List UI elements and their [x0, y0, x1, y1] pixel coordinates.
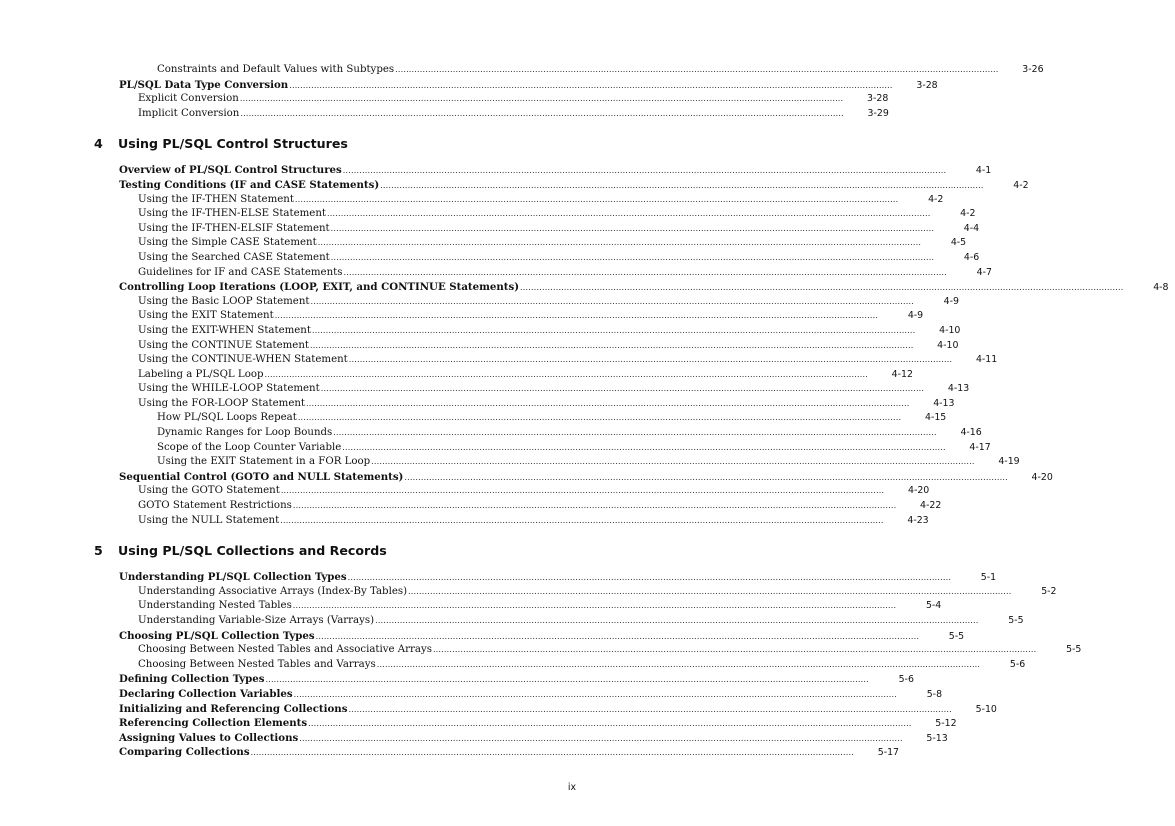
toc-entry-page: 5-13: [926, 732, 948, 744]
toc-entry-title: Overview of PL/SQL Control Structures: [119, 164, 342, 177]
dot-leader: ............................................................................................................................................................................................................................: [330, 223, 935, 233]
dot-leader: ............................................................................................................................................................................................................................: [317, 238, 922, 248]
toc-entry-page: 5-5: [1008, 615, 1024, 626]
toc-entry-title: Using the IF-THEN Statement: [138, 193, 294, 205]
dot-leader: ............................................................................................................................................................................................................................: [265, 675, 869, 685]
dot-leader: ............................................................................................................................................................................................................................: [297, 413, 902, 423]
toc-entry[interactable]: [0, 687, 943, 702]
toc-entry-title: Choosing Between Nested Tables and Associative Arrays: [138, 644, 432, 656]
toc-entry-title: Explicit Conversion: [138, 93, 239, 105]
toc-entry-page: 5-10: [975, 703, 997, 715]
toc-entry[interactable]: [0, 222, 980, 237]
toc-entry-title: Using the FOR-LOOP Statement: [138, 397, 306, 409]
page-number: ix: [567, 782, 576, 793]
dot-leader: ............................................................................................................................................................................................................................: [380, 180, 984, 190]
toc-entry-page: 4-15: [924, 412, 947, 424]
dot-leader: ............................................................................................................................................................................................................................: [315, 631, 920, 641]
toc-entry-title: Assigning Values to Collections: [119, 731, 299, 744]
toc-entry[interactable]: [0, 280, 1169, 295]
toc-entry[interactable]: [0, 484, 930, 499]
toc-entry-title: Using the Basic LOOP Statement: [138, 295, 310, 307]
dot-leader: ............................................................................................................................................................................................................................: [274, 311, 879, 321]
dot-leader: ............................................................................................................................................................................................................................: [348, 355, 953, 365]
dot-leader: ............................................................................................................................................................................................................................: [264, 369, 868, 379]
dot-leader: ............................................................................................................................................................................................................................: [320, 384, 925, 394]
toc-entry-page: 4-2: [928, 193, 944, 205]
toc-entry-page: 4-2: [960, 208, 976, 220]
toc-entry-page: 5-1: [980, 572, 997, 584]
dot-leader: ............................................................................................................................................................................................................................: [326, 209, 931, 219]
toc-entry[interactable]: [0, 570, 997, 585]
toc-entry-page: 4-23: [907, 514, 929, 526]
dot-leader: ............................................................................................................................................................................................................................: [294, 194, 899, 204]
toc-entry[interactable]: [0, 585, 1057, 600]
toc-entry[interactable]: [0, 207, 976, 222]
toc-entry-title: Using the GOTO Statement: [138, 485, 280, 497]
toc-entry-title: Using the WHILE-LOOP Statement: [138, 383, 320, 395]
toc-entry-title: Using the CONTINUE-WHEN Statement: [138, 354, 348, 366]
toc-entry[interactable]: [0, 455, 1020, 470]
dot-leader: ............................................................................................................................................................................................................................: [289, 80, 893, 90]
dot-leader: ............................................................................................................................................................................................................................: [310, 296, 914, 306]
toc-entry-title: Labeling a PL/SQL Loop: [138, 368, 264, 380]
toc-entry-page: 3-28: [867, 93, 889, 105]
dot-leader: ............................................................................................................................................................................................................................: [342, 166, 947, 176]
dot-leader: ............................................................................................................................................................................................................................: [371, 457, 975, 467]
dot-leader: ............................................................................................................................................................................................................................: [280, 515, 884, 525]
toc-entry[interactable]: [0, 178, 1029, 193]
toc-entry-title: Using the IF-THEN-ELSIF Statement: [138, 222, 330, 234]
toc-entry-page: 5-12: [935, 718, 957, 730]
toc-entry[interactable]: [0, 92, 889, 107]
toc-entry-page: 5-8: [926, 688, 943, 700]
toc-entry[interactable]: [0, 411, 947, 426]
toc-entry-page: 4-1: [975, 165, 992, 177]
dot-leader: ............................................................................................................................................................................................................................: [342, 442, 946, 452]
toc-entry[interactable]: [0, 702, 997, 717]
toc-entry-title: Constraints and Default Values with Subtypes: [157, 64, 395, 75]
toc-entry-page: 4-17: [969, 441, 991, 453]
toc-entry-title: Using the Searched CASE Statement: [138, 251, 330, 263]
toc-entry-title: Implicit Conversion: [138, 107, 240, 119]
toc-entry-page: 4-2: [1013, 179, 1029, 191]
toc-entry-title: Using the NULL Statement: [138, 514, 280, 526]
dot-leader: ............................................................................................................................................................................................................................: [299, 733, 903, 743]
toc-entry[interactable]: [0, 599, 942, 614]
toc-entry-title: Understanding Associative Arrays (Index-By Tables): [138, 585, 408, 597]
dot-leader: ............................................................................................................................................................................................................................: [239, 94, 844, 104]
dot-leader: ............................................................................................................................................................................................................................: [348, 704, 952, 714]
toc-entry[interactable]: [0, 716, 957, 731]
toc-entry-page: 5-6: [1009, 658, 1026, 670]
toc-entry-title: Using the EXIT-WHEN Statement: [138, 324, 311, 336]
toc-entry[interactable]: [0, 629, 965, 644]
toc-entry-page: 3-26: [1022, 64, 1044, 75]
toc-entry-title: Scope of the Loop Counter Variable: [157, 441, 342, 453]
toc-entry[interactable]: [0, 441, 991, 456]
toc-entry[interactable]: [0, 368, 913, 383]
toc-entry-title: Comparing Collections: [119, 746, 250, 759]
toc-entry-title: Choosing PL/SQL Collection Types: [119, 629, 315, 642]
toc-entry[interactable]: [0, 295, 959, 310]
toc-entry-page: 4-22: [920, 500, 942, 512]
dot-leader: ............................................................................................................................................................................................................................: [330, 252, 935, 262]
toc-entry-title: Declaring Collection Variables: [119, 687, 293, 700]
toc-entry-page: 5-17: [877, 747, 900, 759]
dot-leader: ............................................................................................................................................................................................................................: [309, 340, 914, 350]
toc-entry[interactable]: [0, 339, 959, 354]
toc-entry-title: Sequential Control (GOTO and NULL Statements): [119, 470, 404, 483]
toc-entry[interactable]: [0, 470, 1053, 485]
dot-leader: ............................................................................................................................................................................................................................: [292, 501, 897, 511]
toc-entry[interactable]: [0, 614, 1024, 629]
dot-leader: ............................................................................................................................................................................................................................: [347, 573, 952, 583]
toc-entry[interactable]: [0, 397, 955, 412]
toc-entry[interactable]: [0, 163, 992, 178]
toc-entry-title: Defining Collection Types: [119, 673, 265, 686]
table-of-contents: [0, 63, 1169, 760]
toc-entry-title: Dynamic Ranges for Loop Bounds: [157, 427, 333, 439]
toc-entry-page: 3-28: [916, 79, 938, 91]
toc-entry-title: Understanding Nested Tables: [138, 600, 292, 612]
toc-entry-title: Referencing Collection Elements: [119, 717, 308, 730]
dot-leader: ............................................................................................................................................................................................................................: [343, 267, 947, 277]
toc-entry[interactable]: [0, 353, 998, 368]
toc-entry[interactable]: [0, 643, 1082, 658]
toc-entry[interactable]: [0, 266, 992, 281]
toc-entry[interactable]: [0, 78, 938, 93]
chapter-heading[interactable]: [0, 532, 638, 570]
toc-entry-page: 4-16: [960, 427, 982, 439]
toc-entry[interactable]: [0, 499, 942, 514]
chapter-number: 5: [94, 543, 103, 559]
toc-entry[interactable]: [0, 324, 961, 339]
toc-entry-page: 4-4: [963, 222, 980, 234]
dot-leader: ............................................................................................................................................................................................................................: [293, 689, 898, 699]
toc-entry-title: GOTO Statement Restrictions: [138, 500, 292, 512]
toc-entry-page: 4-9: [907, 310, 924, 322]
toc-entry[interactable]: [0, 309, 924, 324]
toc-entry-page: 5-6: [898, 674, 914, 686]
toc-entry-title: Using the EXIT Statement in a FOR Loop: [157, 456, 371, 468]
toc-entry-title: How PL/SQL Loops Repeat: [157, 412, 297, 424]
toc-entry[interactable]: [0, 745, 900, 760]
toc-entry-page: 4-13: [947, 383, 970, 395]
toc-entry[interactable]: [0, 672, 914, 687]
dot-leader: ............................................................................................................................................................................................................................: [404, 472, 1008, 482]
toc-entry-page: 4-13: [933, 397, 955, 409]
chapter-title: Using PL/SQL Control Structures: [118, 136, 348, 152]
toc-entry-page: 5-5: [1066, 644, 1082, 656]
toc-entry-page: 4-20: [1031, 471, 1053, 483]
toc-entry-page: 4-19: [998, 456, 1020, 468]
toc-entry-page: 4-6: [963, 251, 980, 263]
toc-entry[interactable]: [0, 382, 970, 397]
dot-leader: ............................................................................................................................................................................................................................: [292, 601, 897, 611]
toc-entry-page: 4-9: [943, 295, 959, 307]
toc-entry[interactable]: [0, 107, 889, 122]
toc-entry-title: Using the IF-THEN-ELSE Statement: [138, 208, 326, 220]
dot-leader: ............................................................................................................................................................................................................................: [520, 283, 1124, 293]
toc-entry-page: 5-5: [948, 630, 965, 642]
toc-entry-page: 5-2: [1041, 585, 1057, 597]
dot-leader: ............................................................................................................................................................................................................................: [240, 108, 844, 118]
toc-entry-page: 4-10: [937, 339, 959, 351]
toc-entry-title: Using the EXIT Statement: [138, 310, 274, 322]
toc-entry-page: 3-29: [867, 107, 889, 119]
chapter-number: 4: [94, 136, 103, 152]
dot-leader: ............................................................................................................................................................................................................................: [432, 645, 1037, 655]
toc-entry[interactable]: [0, 63, 1044, 78]
toc-entry-page: 4-8: [1153, 282, 1169, 294]
dot-leader: ............................................................................................................................................................................................................................: [250, 748, 855, 758]
toc-entry-page: 4-20: [907, 485, 930, 497]
toc-entry-page: 4-12: [891, 368, 913, 380]
toc-entry-title: Initializing and Referencing Collections: [119, 702, 348, 715]
dot-leader: ............................................................................................................................................................................................................................: [311, 325, 916, 335]
toc-entry[interactable]: [0, 658, 1026, 673]
toc-entry[interactable]: [0, 514, 929, 529]
toc-entry-title: Choosing Between Nested Tables and Varrays: [138, 658, 376, 670]
dot-leader: ............................................................................................................................................................................................................................: [395, 65, 999, 74]
toc-entry-title: Understanding PL/SQL Collection Types: [119, 571, 347, 584]
toc-entry-page: 4-7: [976, 266, 992, 278]
toc-entry-title: Using the CONTINUE Statement: [138, 339, 309, 351]
toc-entry-page: 4-5: [950, 237, 967, 249]
toc-entry-page: 4-10: [939, 324, 961, 336]
dot-leader: ............................................................................................................................................................................................................................: [408, 586, 1012, 596]
dot-leader: ............................................................................................................................................................................................................................: [308, 719, 912, 729]
toc-entry[interactable]: [0, 236, 967, 251]
dot-leader: ............................................................................................................................................................................................................................: [375, 616, 979, 625]
toc-entry-title: Controlling Loop Iterations (LOOP, EXIT, and CONTINUE Statements): [119, 281, 520, 294]
toc-entry[interactable]: [0, 731, 948, 746]
chapter-heading[interactable]: [0, 125, 638, 163]
toc-entry-page: 5-4: [925, 600, 942, 612]
toc-entry[interactable]: [0, 426, 982, 441]
toc-entry-page: 4-11: [975, 354, 998, 366]
chapter-title: Using PL/SQL Collections and Records: [118, 543, 387, 559]
dot-leader: ............................................................................................................................................................................................................................: [280, 486, 885, 496]
toc-entry-title: Testing Conditions (IF and CASE Statements): [119, 178, 380, 191]
toc-entry-title: Using the Simple CASE Statement: [138, 237, 317, 249]
dot-leader: ............................................................................................................................................................................................................................: [306, 398, 910, 408]
toc-entry-title: Guidelines for IF and CASE Statements: [138, 266, 343, 278]
toc-entry[interactable]: [0, 251, 980, 266]
dot-leader: ............................................................................................................................................................................................................................: [333, 428, 937, 438]
toc-entry-title: Understanding Variable-Size Arrays (Varrays): [138, 615, 375, 626]
toc-entry-title: PL/SQL Data Type Conversion: [119, 78, 289, 91]
toc-entry[interactable]: [0, 193, 944, 208]
dot-leader: ............................................................................................................................................................................................................................: [376, 659, 981, 669]
